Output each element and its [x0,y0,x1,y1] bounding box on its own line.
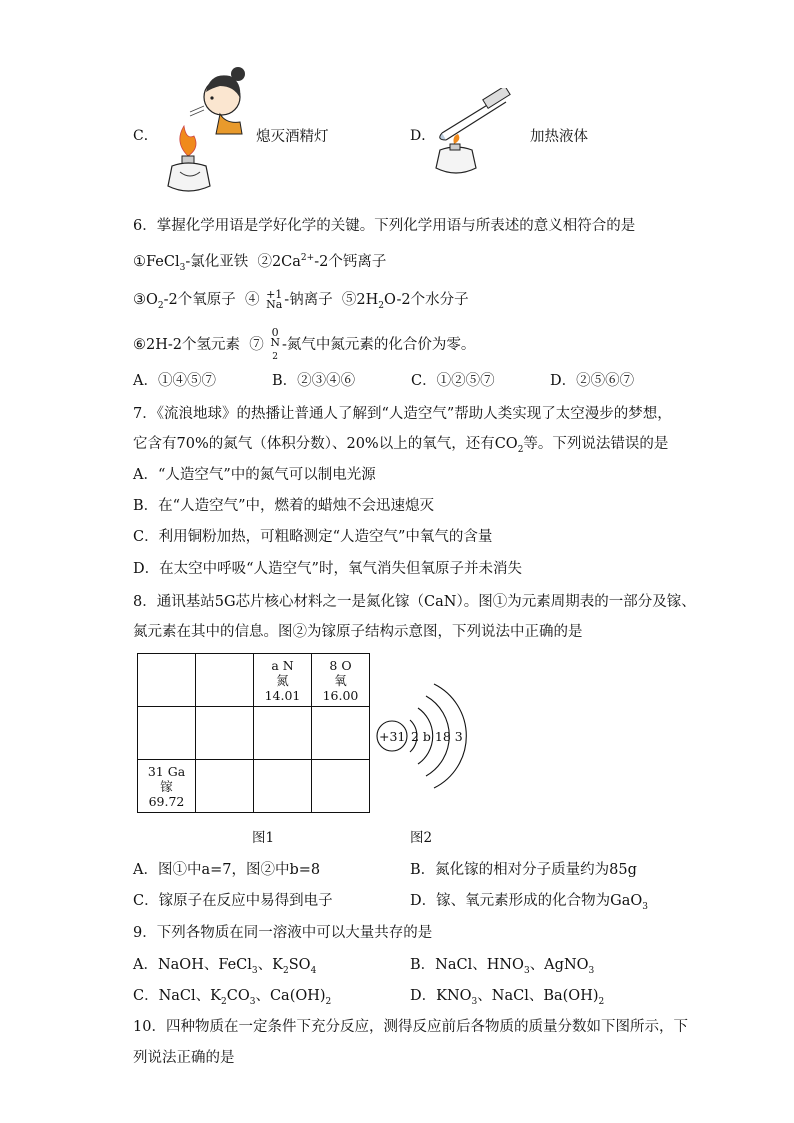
q7-stem-line2: 它含有70%的氮气（体积分数）、20%以上的氧气，还有$CO_2$等。下列说法错误的是 [133,436,669,455]
q6-item2: ②2Ca [257,254,301,270]
pt-empty-cell [138,707,196,760]
nucleus-charge: +31 [379,729,406,744]
q9-option-c: C．NaCl、$K_2CO_3$、$Ca(OH)_2$ [133,988,332,1007]
figure-1-label: 图1 [252,830,275,846]
q5-option-c-letter: C． [133,128,158,144]
q7-option-d: D．在太空中呼吸“人造空气”时，氧气消失但氧原子并未消失 [133,561,522,577]
q6-option-d: D．②⑤⑥⑦ [550,373,635,389]
heating-liquid-illustration [432,88,522,183]
q6-item3-sub: 2 [157,300,164,311]
q6-items-row1 [133,250,386,273]
q6-item7-valence: 0 N $_2$ [270,326,280,363]
pt-cell-oxygen: 8 O 氧 16.00 [312,654,370,707]
q6-option-a: A．①④⑤⑦ [133,373,216,389]
q6-item1-suffix: -氯化亚铁 [185,254,249,270]
q9-option-a: A．NaOH、FeCl$_3$、$K_2SO_4$ [133,957,317,976]
q6-option-c: C．①②⑤⑦ [411,373,495,389]
q5-option-d-text: 加热液体 [530,129,588,145]
q7-option-c: C．利用铜粉加热，可粗略测定“人造空气”中氧气的含量 [133,529,493,545]
pt-empty-cell [312,760,370,813]
q6-item1: ①FeCl [133,254,180,270]
q6-item3: ③O [133,292,158,308]
q9-stem: 9．下列各物质在同一溶液中可以大量共存的是 [133,925,433,941]
q7-option-a: A．“人造空气”中的氮气可以制电光源 [133,467,376,483]
q8-option-d: D．镓、氧元素形成的化合物为GaO$_3$ [410,893,648,912]
q8-option-b: B．氮化镓的相对分子质量约为85g [410,862,637,878]
q6-item2-sup: 2+ [300,253,315,264]
pt-empty-cell [312,707,370,760]
periodic-table-fragment [137,653,370,813]
blowing-out-lamp-illustration [160,62,250,202]
pt-empty-cell [196,760,254,813]
q6-item7-suffix: -氮气中氮元素的化合价为零。 [281,337,476,354]
q7-stem-line1: 7．《流浪地球》的热播让普通人了解到“人造空气”帮助人类实现了太空漫步的梦想， [133,406,672,422]
q6-item4: ④ [244,292,260,308]
q6-item5: ⑤2H [341,292,379,308]
pt-empty-cell [254,760,312,813]
pt-cell-gallium: 31 Ga 镓 69.72 [138,760,196,813]
q6-item7-formula: N $_2$ [270,336,280,363]
q6-stem: 6．掌握化学用语是学好化学的关键。下列化学用语与所表述的意义相符合的是 [133,218,636,234]
pt-empty-cell [254,707,312,760]
pt-empty-cell [196,707,254,760]
q6-item4-valence: +1 Na [266,288,283,311]
q6-item5-suffix: O-2个水分子 [384,292,469,308]
electron-shell-counts: 2 b 18 3 [411,729,463,744]
pt-empty-cell [138,654,196,707]
q9-option-b: B．NaCl、$HNO_3$、AgNO$_3$ [410,957,595,976]
q9-option-d: D．$KNO_3$、NaCl、$Ba(OH)_2$ [410,988,605,1007]
q6-item2-suffix: -2个钙离子 [314,254,387,270]
q6-option-b: B．②③④⑥ [272,373,356,389]
q6-items-row3 [133,328,475,362]
q6-item6: ⑥2H-2个氢元素 [133,337,240,354]
q6-items-row2 [133,288,469,311]
figure-2-label: 图2 [410,830,433,846]
q6-item4-suffix: -钠离子 [284,292,333,308]
pt-empty-cell [196,654,254,707]
q6-item1-sub: 3 [179,262,186,273]
q5-option-c-text: 熄灭酒精灯 [256,129,329,145]
q10-stem-line2: 列说法正确的是 [133,1050,235,1066]
q8-stem-line1: 8．通讯基站5G芯片核心材料之一是氮化镓（CaN）。图①为元素周期表的一部分及镓、 [133,594,696,610]
q10-stem-line1: 10．四种物质在一定条件下充分反应，测得反应前后各物质的质量分数如下图所示，下 [133,1019,688,1035]
q6-item5-sub: 2 [378,300,385,311]
q6-options [133,369,634,390]
q8-option-c: C．镓原子在反应中易得到电子 [133,893,333,909]
q8-option-a: A．图①中a=7，图②中b=8 [133,862,321,878]
q8-stem-line2: 氮元素在其中的信息。图②为镓原子结构示意图，下列说法中正确的是 [133,624,583,640]
q6-item7: ⑦ [249,337,264,354]
pt-cell-nitrogen: a N 氮 14.01 [254,654,312,707]
q6-item3-suffix: -2个氧原子 [163,292,236,308]
q7-option-b: B．在“人造空气”中，燃着的蜡烛不会迅速熄灭 [133,498,434,514]
q5-option-d-letter: D． [410,128,436,144]
